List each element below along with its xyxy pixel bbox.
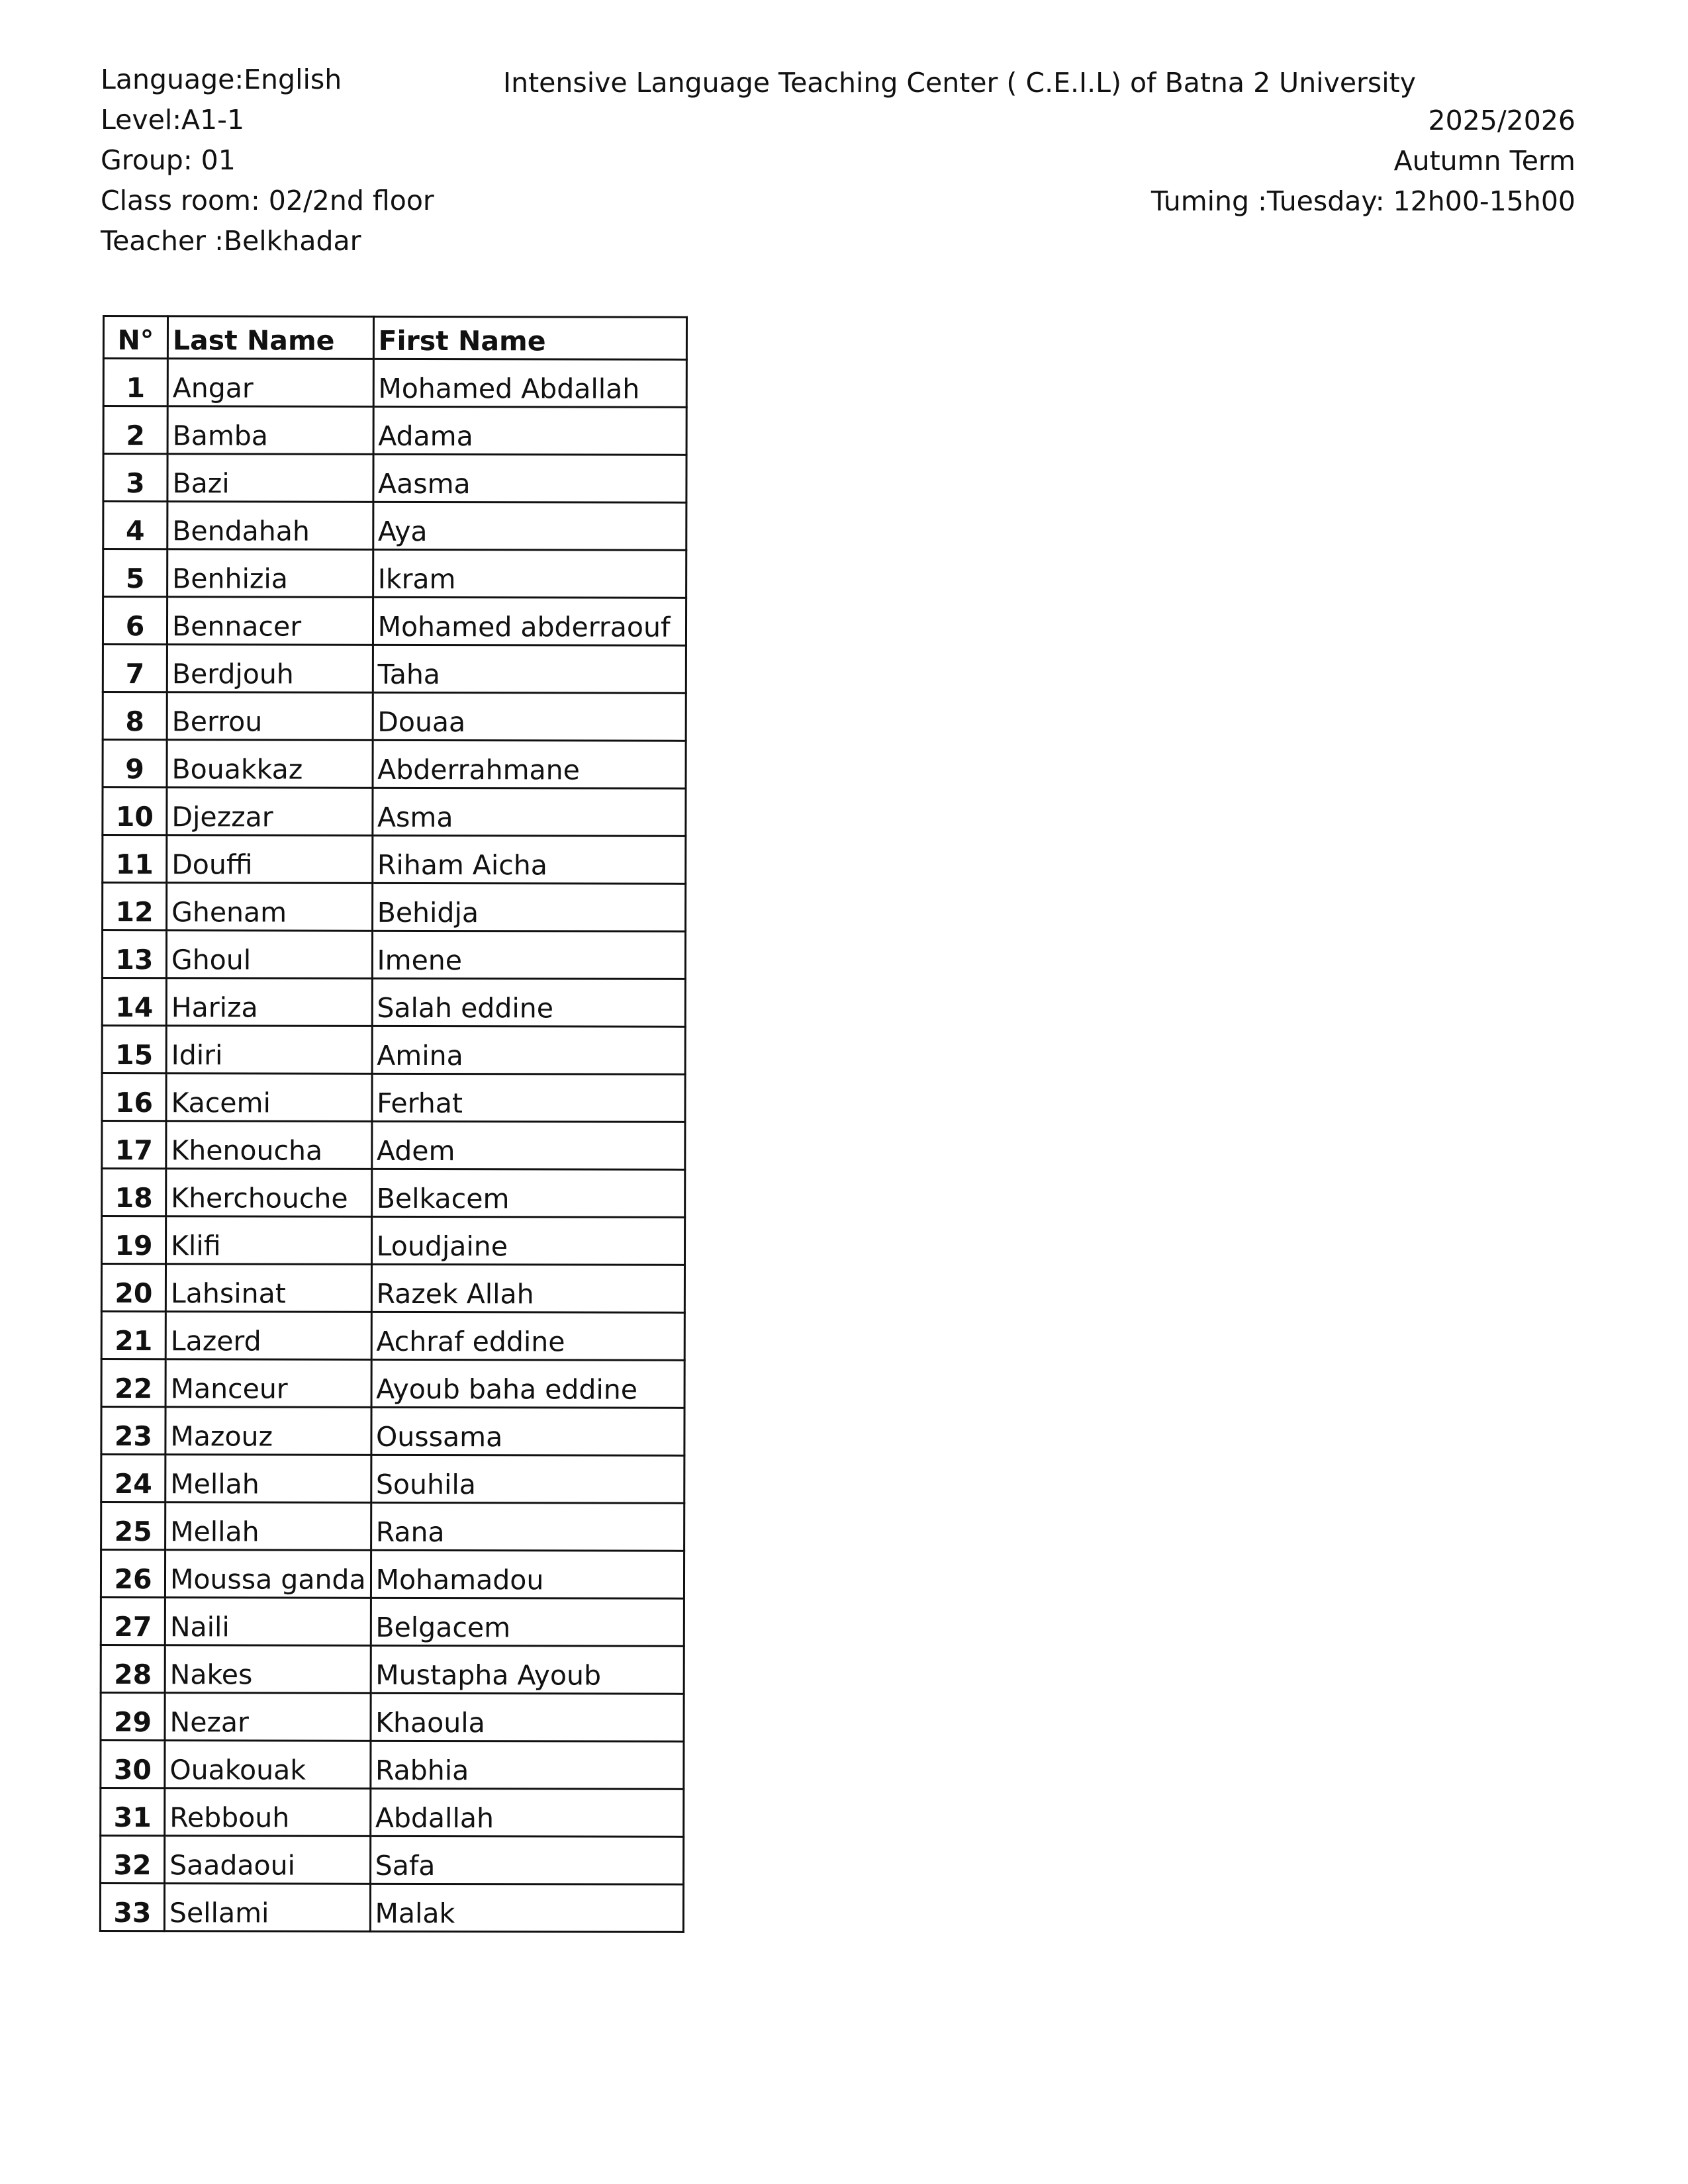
first-name-cell: Rabhia — [370, 1741, 683, 1789]
last-name-cell: Manceur — [165, 1359, 371, 1408]
language-label: Language:English — [101, 64, 342, 95]
last-name-cell: Klifi — [165, 1216, 371, 1265]
last-name-cell: Angar — [167, 359, 373, 407]
row-number-cell: 31 — [101, 1788, 165, 1835]
table-row — [101, 1311, 684, 1360]
first-name-cell: Razek Allah — [371, 1264, 684, 1312]
row-number-cell: 19 — [101, 1216, 165, 1264]
row-number-cell: 16 — [102, 1073, 166, 1121]
row-number-cell: 5 — [103, 549, 167, 597]
row-number-cell: 25 — [101, 1502, 165, 1549]
first-name-cell: Mustapha Ayoub — [371, 1645, 684, 1694]
table-row — [102, 931, 685, 979]
table-row — [103, 454, 686, 503]
first-name-cell: Behidja — [372, 883, 685, 931]
last-name-cell: Mellah — [165, 1455, 371, 1503]
table-row — [103, 406, 686, 455]
row-number-cell: 7 — [103, 645, 167, 692]
first-name-cell: Mohamadou — [371, 1550, 684, 1598]
first-name-cell: Loudjaine — [371, 1216, 684, 1265]
row-number-cell: 20 — [101, 1264, 165, 1312]
table-row — [101, 1549, 684, 1598]
table-row — [100, 1883, 683, 1932]
first-name-cell: Ikram — [373, 549, 686, 598]
row-number-cell: 11 — [103, 835, 167, 883]
last-name-cell: Benhizia — [167, 549, 373, 598]
last-name-cell: Mazouz — [165, 1407, 371, 1455]
table-row — [101, 1502, 684, 1551]
last-name-cell: Djezzar — [167, 788, 373, 836]
first-name-cell: Abdallah — [370, 1788, 683, 1837]
academic-year: 2025/2026 — [1428, 105, 1575, 136]
first-name-cell: Souhila — [371, 1455, 684, 1503]
first-name-cell: Khaoula — [371, 1693, 684, 1741]
first-name-cell: Riham Aicha — [372, 835, 685, 884]
last-name-cell: Ouakouak — [165, 1741, 371, 1789]
first-name-cell: Adem — [371, 1121, 684, 1169]
last-name-cell: Bazi — [167, 454, 373, 502]
row-number-cell: 2 — [103, 406, 167, 454]
row-number-cell: 6 — [103, 597, 167, 645]
table-row — [101, 1597, 684, 1646]
row-number-cell: 24 — [101, 1454, 165, 1502]
last-name-cell: Khenoucha — [166, 1121, 372, 1169]
table-row — [103, 788, 686, 837]
table-row — [102, 1026, 685, 1075]
row-number-cell: 3 — [103, 454, 167, 502]
row-number-cell: 18 — [102, 1169, 166, 1216]
last-name-cell: Idiri — [166, 1026, 372, 1074]
first-name-cell: Malak — [370, 1884, 683, 1932]
first-name-cell: Oussama — [371, 1407, 684, 1455]
row-number-cell: 13 — [102, 931, 166, 978]
first-name-cell: Abderrahmane — [373, 740, 686, 788]
table-row — [101, 1216, 684, 1265]
table-row — [102, 1169, 685, 1218]
last-name-cell: Douffi — [167, 835, 373, 884]
table-row — [101, 1835, 684, 1884]
column-header-first-name: First Name — [373, 316, 686, 359]
table-row — [102, 1073, 685, 1122]
last-name-cell: Nezar — [165, 1693, 371, 1741]
row-number-cell: 1 — [103, 359, 167, 406]
last-name-cell: Mellah — [165, 1502, 371, 1551]
first-name-cell: Belkacem — [371, 1169, 684, 1217]
table-row — [101, 1264, 684, 1313]
first-name-cell: Ayoub baha eddine — [371, 1359, 684, 1408]
row-number-cell: 30 — [101, 1740, 165, 1788]
first-name-cell: Achraf eddine — [371, 1312, 684, 1360]
row-number-cell: 26 — [101, 1549, 165, 1597]
term-label: Autumn Term — [1393, 145, 1575, 177]
last-name-cell: Bennacer — [167, 597, 373, 645]
row-number-cell: 32 — [101, 1835, 165, 1883]
last-name-cell: Naili — [165, 1598, 371, 1646]
row-number-cell: 4 — [103, 502, 167, 549]
table-row — [101, 1359, 684, 1408]
row-number-cell: 12 — [103, 883, 167, 931]
term-info — [1151, 101, 1575, 222]
first-name-cell: Amina — [372, 1026, 685, 1074]
last-name-cell: Hariza — [166, 978, 372, 1026]
first-name-cell: Aasma — [373, 454, 686, 502]
table-row — [103, 883, 686, 932]
row-number-cell: 33 — [100, 1883, 164, 1931]
last-name-cell: Berdjouh — [167, 645, 373, 693]
first-name-cell: Mohamed Abdallah — [373, 359, 686, 407]
institution-title: Intensive Language Teaching Center ( C.E.I.L) of Batna 2 University — [503, 67, 1417, 99]
table-row — [103, 502, 686, 551]
row-number-cell: 15 — [102, 1026, 166, 1073]
timing-label: Tuming :Tuesday: 12h00-15h00 — [1150, 185, 1575, 217]
first-name-cell: Taha — [373, 645, 686, 693]
last-name-cell: Berrou — [167, 692, 373, 741]
row-number-cell: 22 — [101, 1359, 165, 1406]
table-row — [101, 1692, 684, 1741]
last-name-cell: Ghoul — [166, 931, 372, 979]
first-name-cell: Adama — [373, 406, 686, 455]
row-number-cell: 23 — [101, 1406, 165, 1454]
table-header-row — [103, 316, 686, 360]
last-name-cell: Kacemi — [166, 1073, 372, 1122]
table-row — [102, 1121, 685, 1170]
last-name-cell: Sellami — [164, 1884, 370, 1932]
group-label: Group: 01 — [101, 144, 236, 176]
first-name-cell: Salah eddine — [372, 978, 685, 1026]
last-name-cell: Rebbouh — [165, 1788, 371, 1837]
table-row — [101, 1740, 684, 1789]
first-name-cell: Rana — [371, 1502, 684, 1551]
column-header-last-name: Last Name — [167, 316, 373, 359]
row-number-cell: 17 — [102, 1121, 166, 1169]
row-number-cell: 29 — [101, 1692, 165, 1740]
first-name-cell: Belgacem — [371, 1598, 684, 1646]
first-name-cell: Aya — [373, 502, 686, 550]
table-row — [101, 1645, 684, 1694]
first-name-cell: Ferhat — [372, 1073, 685, 1122]
table-row — [101, 1788, 684, 1837]
row-number-cell: 28 — [101, 1645, 165, 1692]
row-number-cell: 21 — [101, 1311, 165, 1359]
last-name-cell: Bendahah — [167, 502, 373, 550]
table-row — [103, 740, 686, 789]
table-row — [103, 549, 686, 598]
last-name-cell: Ghenam — [167, 883, 373, 931]
table-row — [102, 978, 685, 1027]
last-name-cell: Saadaoui — [165, 1836, 371, 1884]
table-row — [101, 1406, 684, 1455]
row-number-cell: 10 — [103, 788, 167, 835]
row-number-cell: 8 — [103, 692, 167, 740]
last-name-cell: Bouakkaz — [167, 740, 373, 788]
level-label: Level:A1-1 — [101, 104, 245, 136]
last-name-cell: Lazerd — [165, 1312, 371, 1360]
first-name-cell: Douaa — [373, 692, 686, 741]
table-row — [103, 359, 686, 408]
first-name-cell: Imene — [372, 931, 685, 979]
row-number-cell: 14 — [102, 978, 166, 1026]
last-name-cell: Nakes — [165, 1645, 371, 1694]
class-info — [101, 60, 434, 261]
table-row — [103, 645, 686, 694]
last-name-cell: Kherchouche — [166, 1169, 372, 1217]
row-number-cell: 9 — [103, 740, 167, 788]
table-row — [101, 1454, 684, 1503]
table-row — [103, 835, 686, 884]
last-name-cell: Bamba — [167, 406, 373, 455]
last-name-cell: Moussa ganda — [165, 1550, 371, 1598]
first-name-cell: Safa — [370, 1836, 683, 1884]
last-name-cell: Lahsinat — [165, 1264, 371, 1312]
classroom-label: Class room: 02/2nd floor — [101, 185, 434, 216]
table-row — [103, 692, 686, 741]
table-row — [103, 597, 686, 646]
student-roster-table — [99, 315, 688, 1933]
teacher-label: Teacher :Belkhadar — [101, 225, 361, 257]
first-name-cell: Asma — [372, 788, 685, 836]
column-header-number: N° — [103, 316, 167, 359]
first-name-cell: Mohamed abderraouf — [373, 597, 686, 645]
roster-body — [100, 359, 686, 1933]
row-number-cell: 27 — [101, 1597, 165, 1645]
